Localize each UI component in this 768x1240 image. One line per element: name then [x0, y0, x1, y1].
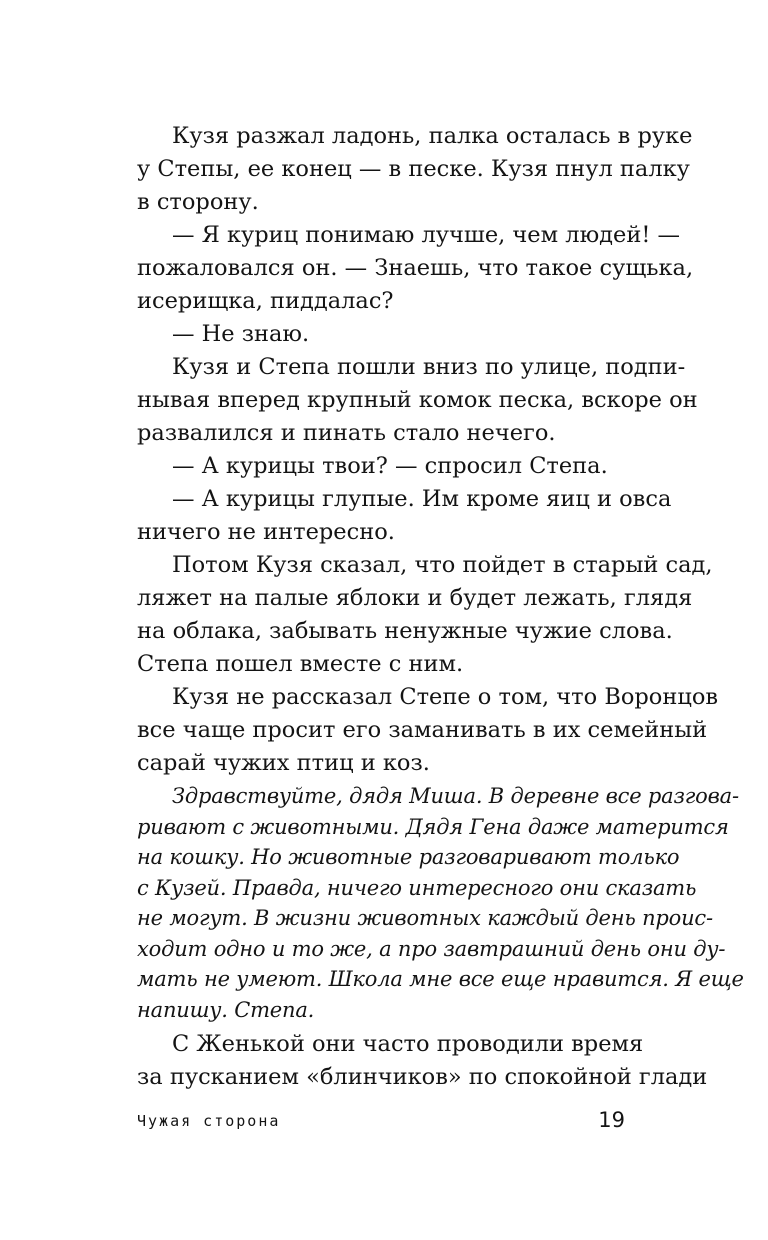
letter-line: ходит одно и то же, а про завтрашний день они ду- — [137, 936, 726, 961]
letter-line: не могут. В жизни животных каждый день проис- — [137, 906, 713, 930]
text-line: Потом Кузя сказал, что пойдет в старый сад, — [172, 552, 713, 578]
text-line: в сторону. — [137, 189, 259, 215]
text-line: у Степы, ее конец — в песке. Кузя пнул палку — [137, 156, 690, 182]
text-line: С Женькой они часто проводили время — [172, 1031, 644, 1057]
text-line: пожаловался он. — Знаешь, что такое сущька, — [137, 255, 694, 281]
text-line: сарай чужих птиц и коз. — [137, 750, 430, 776]
text-line: на облака, забывать ненужные чужие слова. — [137, 618, 673, 644]
letter-line: напишу. Степа. — [137, 997, 315, 1022]
text-line: — А курицы твои? — спросил Степа. — [172, 453, 608, 479]
letter-line: на кошку. Но животные разговаривают только — [137, 845, 680, 869]
text-line: все чаще просит его заманивать в их семейный — [137, 717, 708, 743]
text-line: ляжет на палые яблоки и будет лежать, глядя — [137, 585, 693, 611]
text-line: — А курицы глупые. Им кроме яиц и овса — [172, 486, 672, 512]
text-line: Кузя не рассказал Степе о том, что Воронцов — [172, 684, 719, 710]
text-line: — Не знаю. — [172, 321, 310, 347]
text-line: Кузя и Степа пошли вниз по улице, подпи- — [172, 354, 686, 380]
text-line: развалился и пинать стало нечего. — [137, 420, 556, 446]
text-line: ничего не интересно. — [137, 519, 395, 545]
letter-line: мать не умеют. Школа мне все еще нравится. Я еще — [137, 967, 744, 991]
text-line: Кузя разжал ладонь, палка осталась в руке — [172, 123, 693, 149]
page-number: 19 — [598, 1108, 625, 1132]
text-line: Степа пошел вместе с ним. — [137, 651, 464, 677]
text-line: за пусканием «блинчиков» по спокойной глади — [137, 1063, 708, 1090]
text-line: — Я куриц понимаю лучше, чем людей! — — [172, 222, 681, 248]
text-line: исерищка, пиддалас? — [137, 288, 394, 314]
running-footer-title: Чужая сторона — [137, 1112, 281, 1130]
letter-line: ривают с животными. Дядя Гена даже матерится — [137, 814, 729, 839]
letter-line: с Кузей. Правда, ничего интересного они сказать — [137, 875, 697, 900]
letter-line: Здравствуйте, дядя Миша. В деревне все разгова- — [172, 784, 739, 808]
text-line: нывая вперед крупный комок песка, вскоре он — [137, 387, 698, 413]
